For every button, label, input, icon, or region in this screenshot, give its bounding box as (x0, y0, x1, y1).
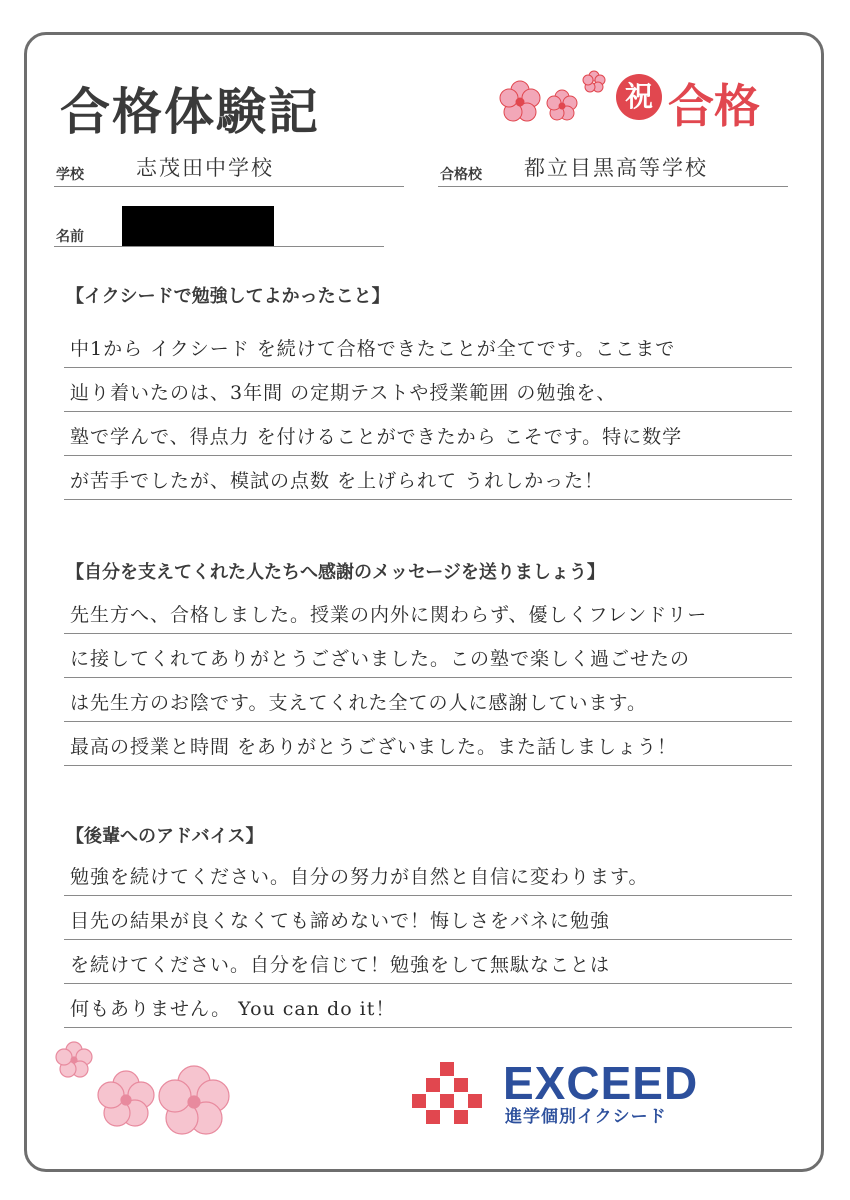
passed-school-label: 合格校 (440, 167, 482, 183)
iwai-seal: 祝 (616, 74, 662, 120)
handwritten-line (64, 412, 792, 456)
section-body-thanks (64, 590, 792, 766)
school-underline (54, 186, 404, 187)
handwritten-text: 最高の授業と時間 をありがとうございました。また話しましょう！ (70, 736, 678, 758)
section-body-advice (64, 852, 792, 1028)
handwritten-text: 何もありません。 You can do it！ (70, 998, 396, 1020)
handwritten-text: 勉強を続けてください。自分の努力が自然と自信に変わります。 (70, 866, 649, 888)
handwritten-line (64, 722, 792, 766)
school-value: 志茂田中学校 (136, 156, 274, 180)
handwritten-text: が苦手でしたが、模試の点数 を上げられて うれしかった！ (70, 470, 605, 492)
goukaku-text: 合格 (668, 79, 760, 133)
school-label: 学校 (56, 167, 84, 183)
exceed-wordmark: EXCEED (503, 1057, 699, 1109)
cherry-blossom-icon (44, 1030, 264, 1160)
exceed-subtitle: 進学個別イクシード (505, 1107, 667, 1127)
handwritten-text: は先生方のお陰です。支えてくれた全ての人に感謝しています。 (70, 692, 647, 714)
passed-school-underline (438, 186, 788, 187)
handwritten-text: に接してくれてありがとうございました。この塾で楽しく過ごせたの (70, 648, 691, 670)
section-heading-good-things: 【イクシードで勉強してよかったこと】 (66, 286, 390, 307)
handwritten-line (64, 456, 792, 500)
handwritten-line (64, 852, 792, 896)
handwritten-text: 中1から イクシード を続けて合格できたことが全てです。ここまで (70, 338, 676, 360)
passed-school-value: 都立目黒高等学校 (524, 156, 708, 180)
exceed-logo (408, 1056, 728, 1130)
section-heading-advice: 【後輩へのアドバイス】 (66, 826, 264, 847)
exceed-mark-icon (408, 1056, 488, 1130)
page-title: 合格体験記 (60, 83, 320, 141)
handwritten-line (64, 678, 792, 722)
section-heading-thanks: 【自分を支えてくれた人たちへ感謝のメッセージを送りましょう】 (66, 562, 605, 583)
redacted-name (122, 206, 274, 246)
handwritten-line (64, 896, 792, 940)
name-label: 名前 (56, 229, 84, 245)
handwritten-line (64, 324, 792, 368)
handwritten-text: 辿り着いたのは、3年間 の定期テストや授業範囲 の勉強を、 (70, 382, 617, 404)
handwritten-line (64, 368, 792, 412)
handwritten-line (64, 590, 792, 634)
name-underline (54, 246, 384, 247)
handwritten-line (64, 940, 792, 984)
goukaku-badge (490, 66, 790, 136)
handwritten-line (64, 634, 792, 678)
handwritten-text: 先生方へ、合格しました。授業の内外に関わらず、優しくフレンドリー (70, 604, 708, 626)
handwritten-text: を続けてください。自分を信じて！勉強をして無駄なことは (70, 954, 611, 976)
blossom-decoration-icon (490, 66, 620, 136)
handwritten-text: 塾で学んで、得点力 を付けることができたから こそです。特に数学 (70, 426, 683, 448)
section-body-good-things (64, 324, 792, 500)
handwritten-text: 目先の結果が良くなくても諦めないで！悔しさをバネに勉強 (70, 910, 611, 932)
handwritten-line (64, 984, 792, 1028)
